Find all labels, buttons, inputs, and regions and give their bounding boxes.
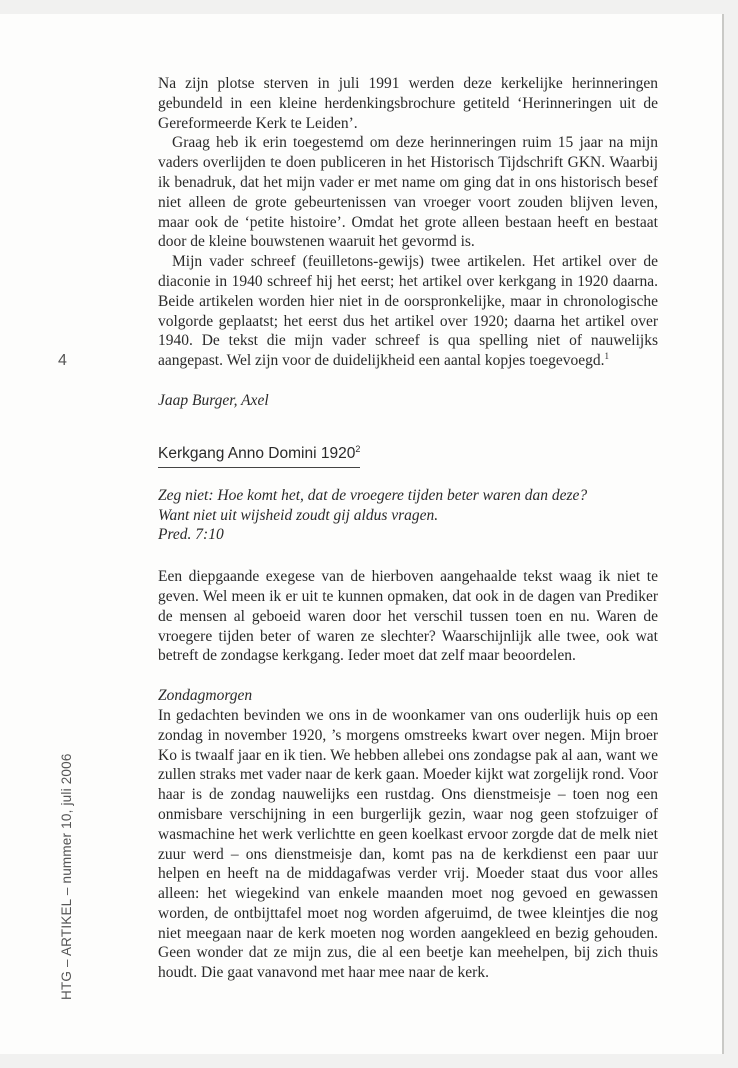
intro-paragraph-1: Na zijn plotse sterven in juli 1991 werden deze kerkelijke herinneringen gebundeld in een kleine herdenkingsbrochure getiteld ‘Herinneringen uit de Gereformeerde Kerk te Leiden’. xyxy=(158,75,658,132)
footnote-ref-2: 2 xyxy=(355,443,361,454)
section-title xyxy=(158,443,360,468)
body-paragraph-1: Een diepgaande exegese van de hierboven aangehaalde tekst waag ik niet te geven. Wel meen ik er uit te kunnen opmaken, dat ook in de dagen van Prediker de mensen al geboeid waren door het verschil tussen toen en nu. Waren de vroegere tijden beter of waren ze slechter? Waarschijnlijk alle twee, ook wat betreft de zondagse kerkgang. Ieder moet dat zelf maar beoordelen. xyxy=(158,568,658,665)
footnote-ref-1: 1 xyxy=(604,351,610,362)
motto-line-2: Want niet uit wijsheid zoudt gij aldus vragen. xyxy=(158,506,439,524)
signature: Jaap Burger, Axel xyxy=(158,391,269,409)
motto-reference: Pred. 7:10 xyxy=(158,526,224,544)
intro-paragraph-3-text: Mijn vader schreef (feuilletons-gewijs) twee artikelen. Het artikel over de diaconie in 1940 schreef hij het eerst; het artikel over kerkgang in 1920 daarna. Beide artikelen worden hier niet in de oorspronkelijke, maar in chronologische volgorde geplaatst; het eerst dus het artikel over 1920; daarna het artikel over 1940. De tekst die mijn vader schreef is qua spelling niet of nauwelijks aangepast. Wel zijn voor de duidelijkheid een aantal kopjes toegevoegd. xyxy=(158,253,658,370)
page-edge xyxy=(722,14,724,1054)
page-number: 4 xyxy=(58,352,67,369)
intro-paragraph-3 xyxy=(158,252,658,371)
intro-paragraph-2: Graag heb ik erin toegestemd om deze herinneringen ruim 15 jaar na mijn vaders overlijden te doen publiceren in het Historisch Tijdschrift GKN. Waarbij ik benadruk, dat het mijn vader er met name om ging dat in ons historisch besef niet alleen de grote gebeurtenissen van vroeger voort zouden blijven leven, maar ook de ‘petite histoire’. Omdat het grote alleen bestaan heeft en bestaat door de kleine bouwstenen waaruit het gevormd is. xyxy=(158,134,658,251)
body-paragraph-2: In gedachten bevinden we ons in de woonkamer van ons ouderlijk huis op een zondag in november 1920, ’s morgens omstreeks kwart over negen. Mijn broer Ko is twaalf jaar en ik tien. We hebben allebei ons zondagse pak al aan, want we zullen straks met vader naar de kerk gaan. Moeder kijkt wat zorgelijk rond. Voor haar is de zondag nauwelijks een rustdag. Ons dienstmeisje – toen nog een onmisbare verschijning in een burgerlijk gezin, waar nog geen stofzuiger of wasmachine het werk verlichtte en geen koelkast ervoor zorgde dat de melk niet zuur werd – ons dienstmeisje dan, komt pas na de kerkdienst een paar uur helpen en heeft na de middagafwas verder vrij. Moeder staat dus voor alles alleen: het wiegekind van enkele maanden moet nog gevoed en gewassen worden, de ontbijttafel moet nog worden afgeruimd, de twee kleintjes die nog niet meegaan naar de kerk moeten nog worden aangekleed en bezig gehouden. Geen wonder dat ze mijn zus, die al een beetje kan meehelpen, bij zich thuis houdt. Die gaat vanavond met haar mee naar de kerk. xyxy=(158,706,658,982)
section-title-text: Kerkgang Anno Domini 1920 xyxy=(158,444,356,462)
motto xyxy=(158,486,658,545)
motto-line-1: Zeg niet: Hoe komt het, dat de vroegere tijden beter waren dan deze? xyxy=(158,486,588,504)
subheading: Zondagmorgen xyxy=(158,687,253,705)
running-head: HTG – ARTIKEL – nummer 10, juli 2006 xyxy=(59,753,74,1000)
article-body xyxy=(158,74,658,983)
